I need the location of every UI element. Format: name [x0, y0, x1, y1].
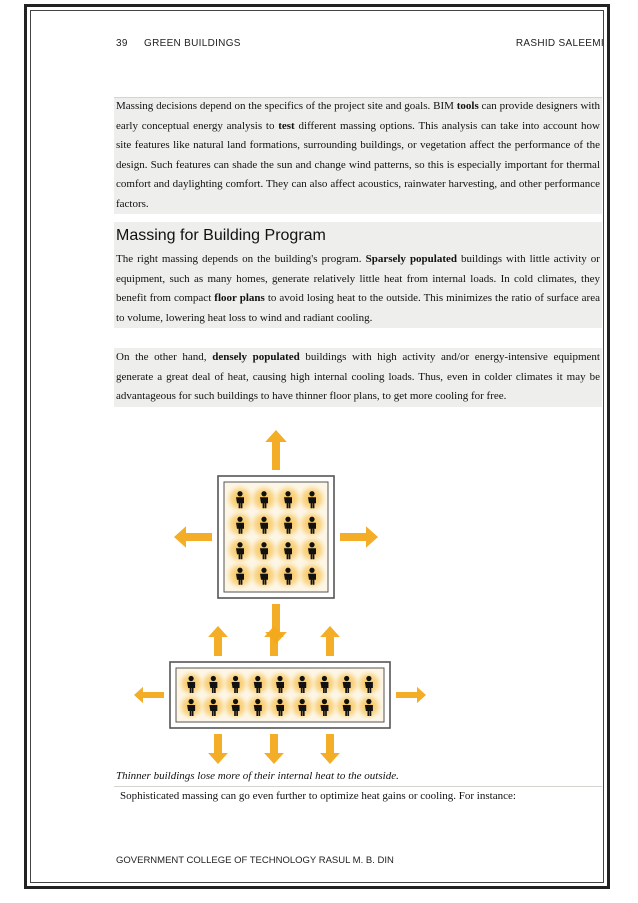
person-head [309, 517, 314, 522]
heat-arrow-up [320, 626, 340, 656]
text-run: On the other hand, [116, 351, 213, 363]
section-heading: Massing for Building Program [114, 222, 602, 250]
paragraph-densely-populated [114, 348, 602, 407]
paragraph-massing-decisions [114, 97, 602, 214]
text-run: can provide designers with early conceptual energy analysis to [116, 100, 600, 132]
person-head [261, 517, 266, 522]
page-footer: GOVERNMENT COLLEGE OF TECHNOLOGY RASUL M. B. DIN [116, 855, 394, 866]
person-head [344, 699, 349, 704]
text-run: different massing options. This analysis can take into account how site features like natural land formations, surrounding buildings, or vegetation affect the performance of the design. Such features can shade the sun and change wind patterns, so this is especially important for thermal comfort and daylighting comfort. They can also affect acoustics, rainwater harvesting, and other performance factors. [116, 119, 600, 210]
person-head [285, 542, 290, 547]
person-head [237, 542, 242, 547]
paragraph-sophisticated: Sophisticated massing can go even further to optimize heat gains or cooling. For instance: [120, 790, 516, 802]
heat-arrow-down [208, 734, 228, 764]
person-head [366, 676, 371, 681]
text-run: Massing decisions depend on the specifics of the project site and goals. BIM [116, 100, 457, 112]
heat-arrow-up [264, 626, 284, 656]
person-head [300, 699, 305, 704]
text-run: The right massing depends on the building's program. [116, 253, 366, 265]
divider [114, 97, 602, 98]
person-head [233, 699, 238, 704]
text-run: to avoid losing heat to the outside. This minimizes the ratio of surface area to volume, lowering heat loss to wind and radiant cooling. [116, 292, 600, 324]
person-head [261, 568, 266, 573]
person-head [300, 676, 305, 681]
person-head [285, 517, 290, 522]
person-head [322, 676, 327, 681]
person-head [189, 676, 194, 681]
person-head [261, 542, 266, 547]
person-head [261, 491, 266, 496]
page-number: 39 [116, 38, 128, 49]
person-head [285, 491, 290, 496]
person-head [237, 568, 242, 573]
paragraph-sparsely-populated [114, 250, 602, 328]
person-head [309, 568, 314, 573]
heat-arrow-right [340, 526, 378, 548]
person-head [233, 676, 238, 681]
person-head [309, 491, 314, 496]
heat-arrow-left [174, 526, 212, 548]
person-head [237, 491, 242, 496]
person-head [211, 699, 216, 704]
text-run: buildings with little activity or equipment, such as many homes, generate relatively little heat from internal loads. In cold climates, they benefit from compact [116, 253, 600, 304]
heat-arrow-down [320, 734, 340, 764]
person-head [309, 542, 314, 547]
text-run: buildings with high activity and/or energy-intensive equipment generate a great deal of heat, causing high internal cooling loads. Thus, even in colder climates it may be advantageous for such buildings to have thinner floor plans, to get more cooling for free. [116, 351, 600, 402]
bold-term: test [278, 119, 295, 132]
bold-term: Sparsely populated [365, 253, 458, 265]
person-head [211, 676, 216, 681]
person-head [277, 699, 282, 704]
person-head [366, 699, 371, 704]
massing-figure [114, 424, 438, 766]
massing-diagram [114, 424, 438, 766]
heat-arrow-down [264, 734, 284, 764]
header-title: GREEN BUILDINGS [144, 38, 241, 49]
person-head [255, 699, 260, 704]
person-head [344, 676, 349, 681]
figure-caption: Thinner buildings lose more of their internal heat to the outside. [116, 770, 399, 782]
heat-arrow-right [396, 687, 426, 703]
person-head [285, 568, 290, 573]
bold-term: tools [456, 100, 479, 112]
person-head [189, 699, 194, 704]
divider [114, 786, 602, 787]
header-author: RASHID SALEEMI [515, 38, 604, 49]
person-head [237, 517, 242, 522]
bold-term: floor plans [214, 292, 265, 304]
heat-arrow-left [134, 687, 164, 703]
person-head [255, 676, 260, 681]
heat-arrow-up [265, 430, 287, 470]
person-head [322, 699, 327, 704]
heat-arrow-up [208, 626, 228, 656]
bold-term: densely populated [212, 351, 300, 363]
person-head [277, 676, 282, 681]
